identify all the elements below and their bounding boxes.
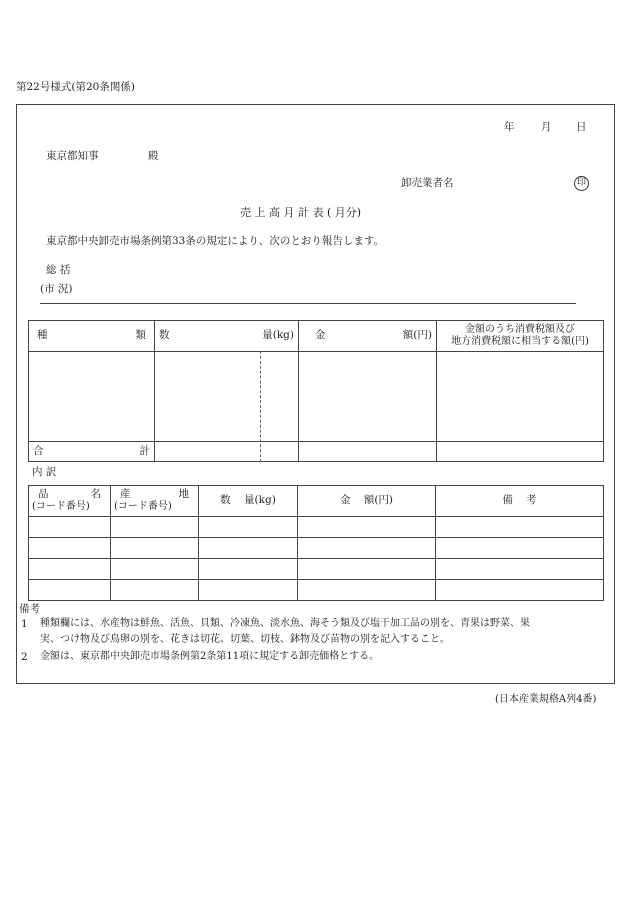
summary-heading: 総 括 xyxy=(46,264,71,276)
qty-header-2: 量(kg) xyxy=(262,329,294,342)
addressee-honorific: 殿 xyxy=(148,150,159,162)
total-amount-cell[interactable] xyxy=(299,442,437,462)
origin-code-label: (コード番号) xyxy=(114,501,172,513)
qty-cell[interactable] xyxy=(155,352,299,442)
date-month-label: 月 xyxy=(541,121,552,133)
breakdown-table xyxy=(28,485,604,601)
breakdown-remarks-header: 備 考 xyxy=(436,486,604,517)
tax-header-line1: 金額のうち消費税額及び xyxy=(465,323,575,335)
origin-cell[interactable] xyxy=(111,559,199,580)
amount-cell[interactable] xyxy=(298,559,436,580)
main-table-body-row xyxy=(29,352,604,442)
form-number: 第22号様式(第20条関係) xyxy=(16,81,135,93)
amount-cell[interactable] xyxy=(298,580,436,601)
main-table xyxy=(28,320,604,462)
total-qty-cell[interactable] xyxy=(155,442,299,462)
type-cell[interactable] xyxy=(29,352,155,442)
amount-header xyxy=(299,321,437,352)
item-header-1: 品 xyxy=(38,488,49,501)
remarks-cell[interactable] xyxy=(436,538,604,559)
breakdown-heading: 内 訳 xyxy=(32,466,57,478)
origin-header xyxy=(111,486,199,517)
qty-cell[interactable] xyxy=(199,559,298,580)
note-1-line2: 実、つけ物及び鳥卵の別を、花きは切花、切葉、切枝、鉢物及び苗物の別を記入すること。 xyxy=(40,634,450,645)
table-row xyxy=(29,538,604,559)
market-rule xyxy=(40,303,576,304)
date-year-label: 年 xyxy=(504,121,515,133)
tax-header-line2: 地方消費税額に相当する額(円) xyxy=(451,336,589,347)
qty-cell[interactable] xyxy=(199,517,298,538)
total-label-1: 合 xyxy=(33,444,44,457)
wholesaler-label: 卸売業者名 xyxy=(401,177,454,189)
remarks-cell[interactable] xyxy=(436,517,604,538)
item-cell[interactable] xyxy=(29,580,111,601)
tax-cell[interactable] xyxy=(437,352,604,442)
seal-icon: 印 xyxy=(574,176,589,191)
item-header xyxy=(29,486,111,517)
amount-header-1: 金 xyxy=(315,329,326,342)
type-header-2: 類 xyxy=(135,329,146,342)
total-label xyxy=(29,442,155,462)
breakdown-amount-header: 金 額(円) xyxy=(298,486,436,517)
breakdown-qty-header: 数 量(kg) xyxy=(199,486,298,517)
item-cell[interactable] xyxy=(29,517,111,538)
amount-cell[interactable] xyxy=(298,517,436,538)
amount-header-2: 額(円) xyxy=(402,329,432,342)
origin-header-2: 地 xyxy=(178,488,189,501)
table-row xyxy=(29,517,604,538)
type-header xyxy=(29,321,155,352)
qty-cell[interactable] xyxy=(199,538,298,559)
item-code-label: (コード番号) xyxy=(32,501,90,513)
item-cell[interactable] xyxy=(29,538,111,559)
table-row xyxy=(29,559,604,580)
origin-header-1: 産 xyxy=(120,488,131,501)
date-day-label: 日 xyxy=(576,121,587,133)
qty-header xyxy=(155,321,299,352)
type-header-1: 種 xyxy=(37,329,48,342)
table-row xyxy=(29,580,604,601)
origin-cell[interactable] xyxy=(111,517,199,538)
amount-cell[interactable] xyxy=(298,538,436,559)
main-table-total-row xyxy=(29,442,604,462)
page-title: 売 上 高 月 計 表 ( 月分) xyxy=(240,206,362,219)
footer-spec: (日本産業規格A列4番) xyxy=(495,694,597,705)
qty-cell[interactable] xyxy=(199,580,298,601)
note-1-line1: 種類欄には、水産物は鮮魚、活魚、貝類、冷凍魚、淡水魚、海そう類及び塩干加工品の別を、青果は野菜、果 xyxy=(40,618,530,629)
item-header-2: 名 xyxy=(90,488,101,501)
breakdown-header xyxy=(29,486,604,517)
remarks-cell[interactable] xyxy=(436,580,604,601)
tax-header xyxy=(437,321,604,352)
origin-cell[interactable] xyxy=(111,538,199,559)
qty-decimal-divider xyxy=(260,351,261,462)
qty-header-1: 数 xyxy=(159,329,170,342)
addressee-name: 東京都知事 xyxy=(46,150,99,162)
item-cell[interactable] xyxy=(29,559,111,580)
remarks-cell[interactable] xyxy=(436,559,604,580)
note-1-number: 1 xyxy=(21,618,28,630)
total-label-2: 計 xyxy=(139,444,150,457)
note-2-line1: 金額は、東京都中央卸売市場条例第2条第11項に規定する卸売価格とする。 xyxy=(40,651,380,662)
market-label: (市 況) xyxy=(40,283,73,295)
seal-mark xyxy=(574,176,589,191)
amount-cell[interactable] xyxy=(299,352,437,442)
notes-heading: 備考 xyxy=(19,603,40,615)
main-table-header xyxy=(29,321,604,352)
note-2-number: 2 xyxy=(21,651,28,663)
origin-cell[interactable] xyxy=(111,580,199,601)
intro-text: 東京都中央卸売市場条例第33条の規定により、次のとおり報告します。 xyxy=(46,235,385,247)
total-tax-cell[interactable] xyxy=(437,442,604,462)
